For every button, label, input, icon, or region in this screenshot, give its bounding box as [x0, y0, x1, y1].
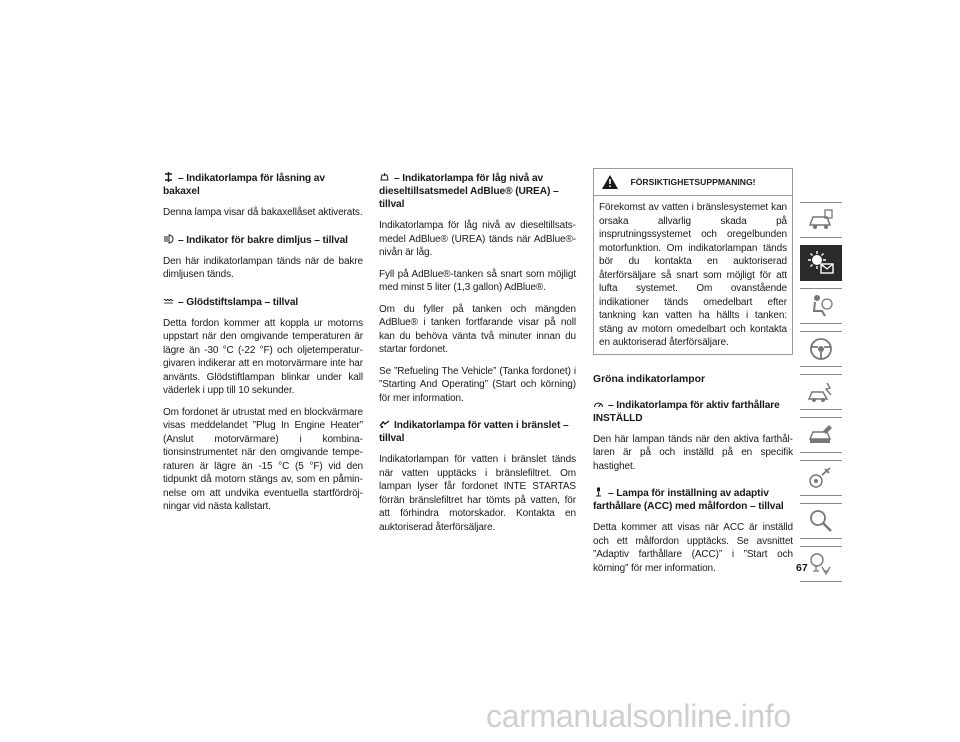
- car-crash-icon: [807, 379, 835, 405]
- text-adblue-3: Om du fyller på tanken och mängden AdBlue® i tanken fortfarande visar på noll kan du behöva vänta två minuter innan du startar fordonet.: [379, 303, 576, 355]
- text-glow-plug-2: Om fordonet är utrustat med en blockvärmare visas meddelandet ”Plug In Engine Heater” (Anslut motorvärmare) i kombinationsinstrumentet när den omgivande temperaturen är lägre än -15 °C (5 °F) vid den tidpunkt då motorn stängs av, som en påminnelse om att undvika eventuella startfördröjningar vid nästa kallstart.: [163, 406, 363, 512]
- caution-header: FÖRSIKTIGHETSUPPMANING!: [594, 169, 792, 196]
- page-number: 67: [796, 562, 808, 574]
- watermark-text: carmanualsonline.info: [486, 698, 791, 734]
- tab-starting-driving[interactable]: [800, 331, 842, 367]
- heading-cruise-set: – Indikatorlampa för aktiv farthållare INSTÄLLD: [593, 399, 780, 424]
- magnifier-icon: [807, 508, 835, 534]
- heading-adblue: – Indikatorlampa för låg nivå av dieseltillsatsmedel AdBlue® (UREA) – tillval: [379, 173, 559, 210]
- column-2: [379, 172, 576, 542]
- steering-wheel-icon: [807, 336, 835, 362]
- tab-emergency[interactable]: [800, 374, 842, 410]
- axle-lock-icon: [163, 172, 174, 182]
- adblue-icon: [379, 172, 390, 182]
- text-acc-target: Detta kommer att visas när ACC är inställd och ett målfordon upptäcks. Se avsnittet ”Adaptiv farthållare (ACC)” i ”Start och körning” för mer information.: [593, 522, 793, 574]
- column-3: [593, 168, 793, 583]
- caution-box: [593, 168, 793, 355]
- cruise-control-icon: [593, 399, 604, 409]
- tab-warning-lights[interactable]: [800, 245, 842, 281]
- tab-service[interactable]: [800, 417, 842, 453]
- caution-body: Förekomst av vatten i bränslesystemet kan orsaka allvarlig skada på insprutningssystemet och oregelbunden motorfunktion. Om indikatorlampan tänds bör du kontakta en auktoriserad återförsäljare så snart som möjligt för att lufta systemet. Om ovanstående indikationer tänds omedelbart efter tankning kan vatten ha hällts i tanken: stäng av motorn omedelbart och kontakta en auktoriserad återförsäljare.: [599, 202, 787, 348]
- heading-water-in-fuel: Indikatorlampa för vatten i bränslet – tillval: [379, 420, 569, 444]
- text-water-in-fuel: Indikatorlampan för vatten i bränslet tänds när vatten upptäcks i bränslefiltret. Om lampan lyser får fordonet INTE STARTAS förrän bränslefiltret har tömts på vatten, för att förhindra motorskador. Kontakta en auktoriserad återförsäljare.: [379, 454, 576, 533]
- heading-axle-lock: – Indikatorlampa för låsning av bakaxel: [163, 173, 325, 197]
- rear-fog-icon: [163, 234, 174, 244]
- section-title-green-lamps: Gröna indikatorlampor: [593, 373, 706, 385]
- tab-technical[interactable]: [800, 460, 842, 496]
- acc-target-icon: [593, 487, 604, 497]
- warning-lights-icon: [807, 250, 835, 276]
- wrench-tools-icon: [807, 465, 835, 491]
- airbag-seat-icon: [807, 293, 835, 319]
- column-1: [163, 172, 363, 522]
- warning-triangle-icon: [602, 175, 618, 189]
- chapter-tabs: [800, 202, 844, 589]
- text-adblue-2: Fyll på AdBlue®-tanken så snart som möjligt med minst 5 liter (1,3 gallon) AdBlue®.: [379, 268, 576, 293]
- heading-acc-target: – Lampa för inställning av adaptiv farthållare (ACC) med målfordon – tillval: [593, 488, 784, 512]
- text-glow-plug-1: Detta fordon kommer att koppla ur motorns uppstart när den omgivande temperaturen är lägre än -30 °C (-22 °F) och oljetemperaturgivaren indikerar att en motorvärmare inte har använts. Glödstiftlampan blinkar under kall väderlek i upp till 10 sekunder.: [163, 317, 363, 396]
- car-service-icon: [807, 422, 835, 448]
- tab-vehicle-info[interactable]: [800, 202, 842, 238]
- text-axle-lock: Denna lampa visar då bakaxellåset aktiverats.: [163, 207, 363, 218]
- text-cruise-set: Den här lampan tänds när den aktiva farthållaren är på och inställd på en specifik hastighet.: [593, 433, 793, 472]
- text-adblue-4: Se ”Refueling The Vehicle” (Tanka fordonet) i ”Starting And Operating” (Start och körning) för mer information.: [379, 365, 576, 404]
- tab-safety[interactable]: [800, 288, 842, 324]
- tab-index[interactable]: [800, 503, 842, 539]
- car-info-icon: [807, 207, 835, 233]
- glow-plug-icon: [163, 296, 174, 306]
- water-in-fuel-icon: [379, 419, 390, 429]
- heading-glow-plug: – Glödstiftslampa – tillval: [163, 296, 363, 309]
- text-adblue-1: Indikatorlampa för låg nivå av dieseltillsatsmedel AdBlue® (UREA) tänds när AdBlue®-nivån är låg.: [379, 220, 576, 258]
- text-rear-fog: Den här indikatorlampan tänds när de bakre dimljusen tänds.: [163, 255, 363, 280]
- heading-rear-fog: – Indikator för bakre dimljus – tillval: [163, 234, 363, 247]
